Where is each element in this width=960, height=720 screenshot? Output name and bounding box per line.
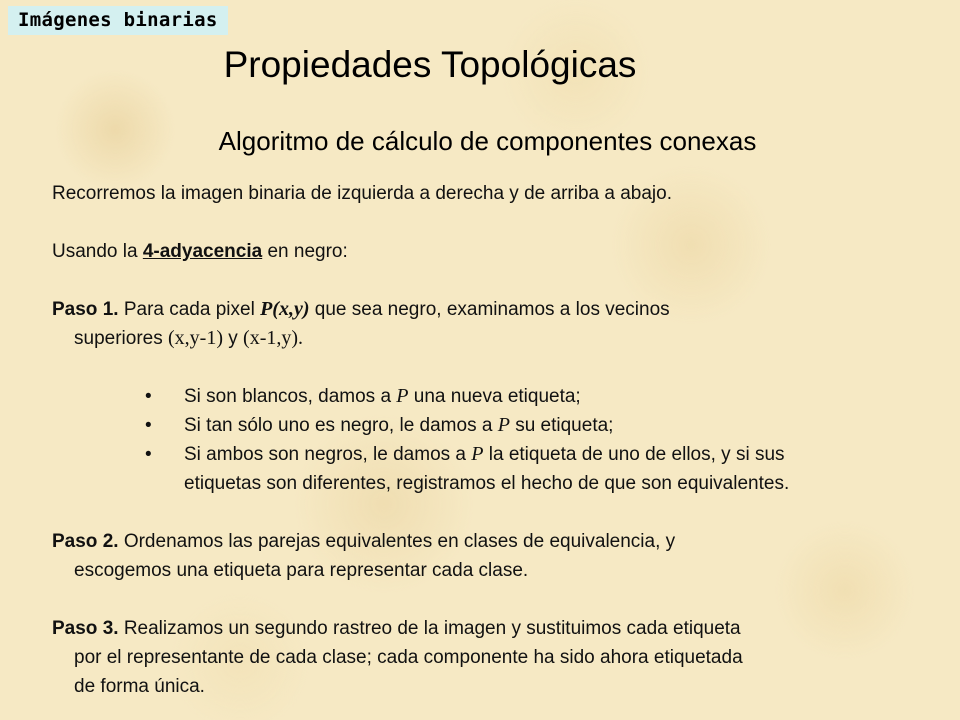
adjacency-suffix: en negro: xyxy=(262,241,348,262)
paso1-line2-a: superiores xyxy=(74,328,168,349)
list-item xyxy=(52,411,952,440)
bullet-text: Si son blancos, damos a xyxy=(184,386,397,407)
bullet-icon: • xyxy=(145,444,152,465)
bullet-text-end: su etiqueta; xyxy=(509,415,614,436)
paso1-text-b: que sea negro, examinamos a los vecinos xyxy=(309,299,670,320)
adjacency-term: 4-adyacencia xyxy=(142,241,263,262)
paso1-pixel: P(x,y) xyxy=(260,298,310,320)
bullet-p: P xyxy=(471,443,484,465)
paso1-label: Paso 1. xyxy=(52,299,119,320)
list-item xyxy=(52,382,952,411)
bullet-p: P xyxy=(497,414,510,436)
paso3-line1 xyxy=(52,614,952,643)
bullet-text-end: una nueva etiqueta; xyxy=(408,386,581,407)
paso1-line1 xyxy=(52,295,952,324)
intro-line: Recorremos la imagen binaria de izquierda a derecha y de arriba a abajo. xyxy=(52,183,672,204)
bullet-icon: • xyxy=(145,386,152,407)
bullet-text-continuation: etiquetas son diferentes, registramos el hecho de que son equivalentes. xyxy=(184,473,790,494)
paso3-text: Realizamos un segundo rastreo de la imagen y sustituimos cada etiqueta xyxy=(118,618,741,639)
paso1-line2 xyxy=(52,324,952,353)
paso2-label: Paso 2. xyxy=(52,531,119,552)
bullet-text: Si ambos son negros, le damos a xyxy=(184,444,472,465)
paso1-line2-b: y xyxy=(222,328,244,349)
list-item-continuation xyxy=(52,469,952,498)
adjacency-line xyxy=(52,237,952,266)
paso2-line1 xyxy=(52,527,952,556)
paso3-line3: de forma única. xyxy=(74,676,205,697)
paso1-bullet-list xyxy=(52,382,952,498)
bullet-text-end: la etiqueta de uno de ellos, y si sus xyxy=(483,444,785,465)
section-tag: Imágenes binarias xyxy=(8,6,228,35)
adjacency-prefix: Usando la xyxy=(52,241,143,262)
paso2-text: Ordenamos las parejas equivalentes en clases de equivalencia, y xyxy=(118,531,676,552)
list-item xyxy=(52,440,952,469)
paso1-text-a: Para cada pixel xyxy=(118,299,261,320)
paso1-neighbor-2: (x-1,y). xyxy=(243,327,304,349)
paso3-line2: por el representante de cada clase; cada componente ha sido ahora etiquetada xyxy=(74,647,743,668)
bullet-text: Si tan sólo uno es negro, le damos a xyxy=(184,415,498,436)
bullet-icon: • xyxy=(145,415,152,436)
paso2-line2: escogemos una etiqueta para representar cada clase. xyxy=(74,560,529,581)
bullet-p: P xyxy=(396,385,409,407)
slide-body xyxy=(52,179,952,701)
slide-subtitle: Algoritmo de cálculo de componentes conexas xyxy=(218,126,757,156)
paso1-neighbor-1: (x,y-1) xyxy=(168,327,223,349)
slide-title: Propiedades Topológicas xyxy=(223,44,637,85)
paso3-label: Paso 3. xyxy=(52,618,119,639)
